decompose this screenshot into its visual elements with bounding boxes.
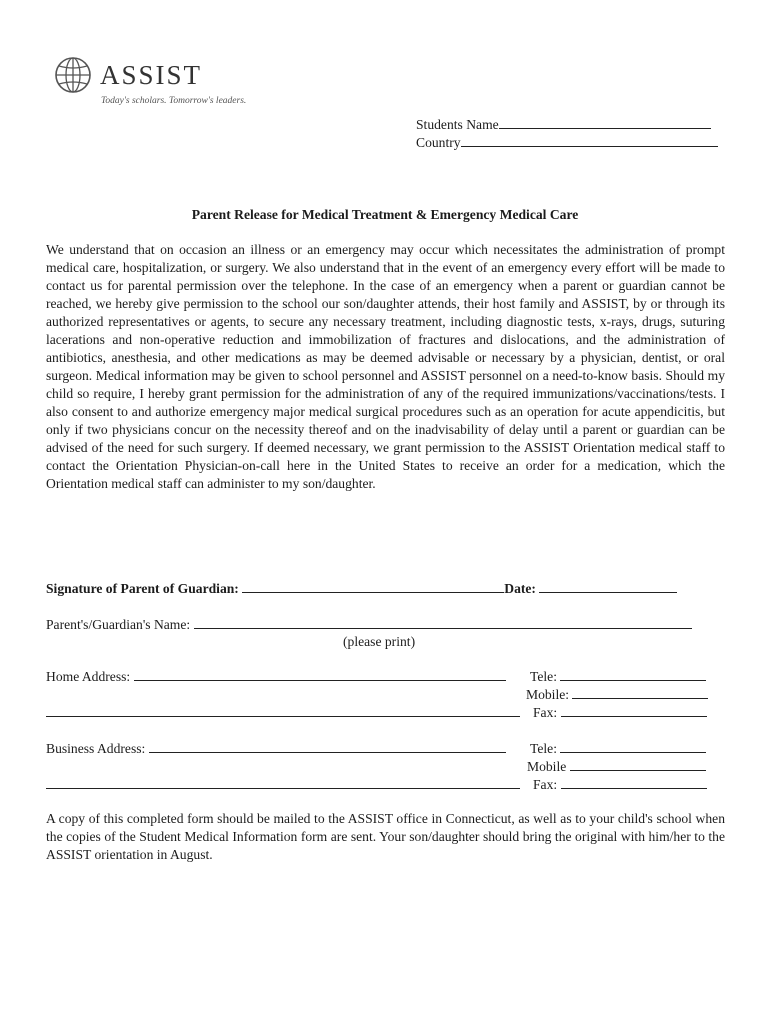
home-fax-label: Fax: — [533, 705, 558, 720]
release-paragraph: We understand that on occasion an illness or an emergency may occur which necessitates the administration of prompt medical care, hospitalization, or surgery. We also understand that in the event of an emergency every effort will be made to contact us for parental permission over the telephone. In the case of an emergency when a parent or guardian cannot be reached, we hereby give permission to the school our son/daughter attends, their host family and ASSIST, by or through its authorized representatives or agents, to secure any necessary treatment, including diagnostic tests, x-rays, drugs, suturing lacerations and non-operative reduction and immobilization of fractures and dislocations, and the administration of antibiotics, anesthesia, and other medications as may be deemed advisable or necessary by a physician, dentist, or oral surgeon. Medical information may be given to school personnel and ASSIST personnel on a need-to-know basis. Should my child so require, I hereby grant permission for the administration of any of the required immunizations/vaccinations/tests. I also consent to and authorize emergency major medical surgical procedures such as an operation for acute appendicitis, but only if two physicians concur on the necessity thereof and on the inadvisability of delay until a parent or guardian can be advised of the need for such surgery. If deemed necessary, we grant permission to the ASSIST Orientation medical staff to contact the Orientation Physician-on-call here in the United States to receive an order for a medication, which the Orientation medical staff can administer to my son/daughter. — [46, 242, 725, 491]
home-tele-label: Tele: — [530, 669, 557, 684]
signature-row — [46, 580, 677, 598]
home-fax-row — [533, 704, 707, 722]
date-field[interactable] — [539, 580, 677, 593]
form-title: Parent Release for Medical Treatment & Emergency Medical Care — [191, 207, 579, 222]
please-print-note: (please print) — [343, 634, 416, 649]
guardian-name-label: Parent's/Guardian's Name: — [46, 617, 191, 632]
student-name-label: Students Name — [416, 117, 499, 132]
home-mobile-field[interactable] — [572, 686, 708, 699]
home-address-field-1[interactable] — [134, 668, 506, 681]
business-address-field-2[interactable] — [46, 776, 520, 789]
home-address-row — [46, 668, 506, 686]
home-mobile-label: Mobile: — [526, 687, 570, 702]
country-label: Country — [416, 135, 461, 150]
student-name-field[interactable] — [499, 116, 711, 129]
business-fax-label: Fax: — [533, 777, 558, 792]
country-field[interactable] — [461, 134, 718, 147]
signature-label: Signature of Parent of Guardian: — [46, 581, 239, 596]
date-label: Date: — [504, 581, 536, 596]
business-fax-row — [533, 776, 707, 794]
signature-field[interactable] — [242, 580, 504, 593]
business-tele-label: Tele: — [530, 741, 557, 756]
home-address-field-2[interactable] — [46, 704, 520, 717]
business-fax-field[interactable] — [561, 776, 707, 789]
guardian-name-row — [46, 616, 692, 634]
business-mobile-row — [527, 758, 706, 776]
business-mobile-field[interactable] — [570, 758, 706, 771]
business-address-label: Business Address: — [46, 741, 146, 756]
home-address-line-2 — [46, 704, 520, 722]
business-address-row — [46, 740, 506, 758]
globe-icon — [54, 56, 92, 94]
home-tele-field[interactable] — [560, 668, 706, 681]
student-name-row — [416, 116, 711, 134]
home-tele-row — [530, 668, 706, 686]
home-address-label: Home Address: — [46, 669, 131, 684]
business-address-field-1[interactable] — [149, 740, 506, 753]
country-row — [416, 134, 718, 152]
mailing-instructions: A copy of this completed form should be mailed to the ASSIST office in Connecticut, as well as to your child's school when the copies of the Student Medical Information form are sent. Your son/daughter should bring the original with him/her to the ASSIST orientation in August. — [46, 811, 725, 862]
business-address-line-2 — [46, 776, 520, 794]
business-tele-row — [530, 740, 706, 758]
guardian-name-field[interactable] — [194, 616, 692, 629]
home-mobile-row — [526, 686, 708, 704]
brand-tagline: Today's scholars. Tomorrow's leaders. — [101, 96, 247, 106]
business-tele-field[interactable] — [560, 740, 706, 753]
home-fax-field[interactable] — [561, 704, 707, 717]
business-mobile-label: Mobile — [527, 759, 567, 774]
brand-name: ASSIST — [100, 60, 203, 90]
